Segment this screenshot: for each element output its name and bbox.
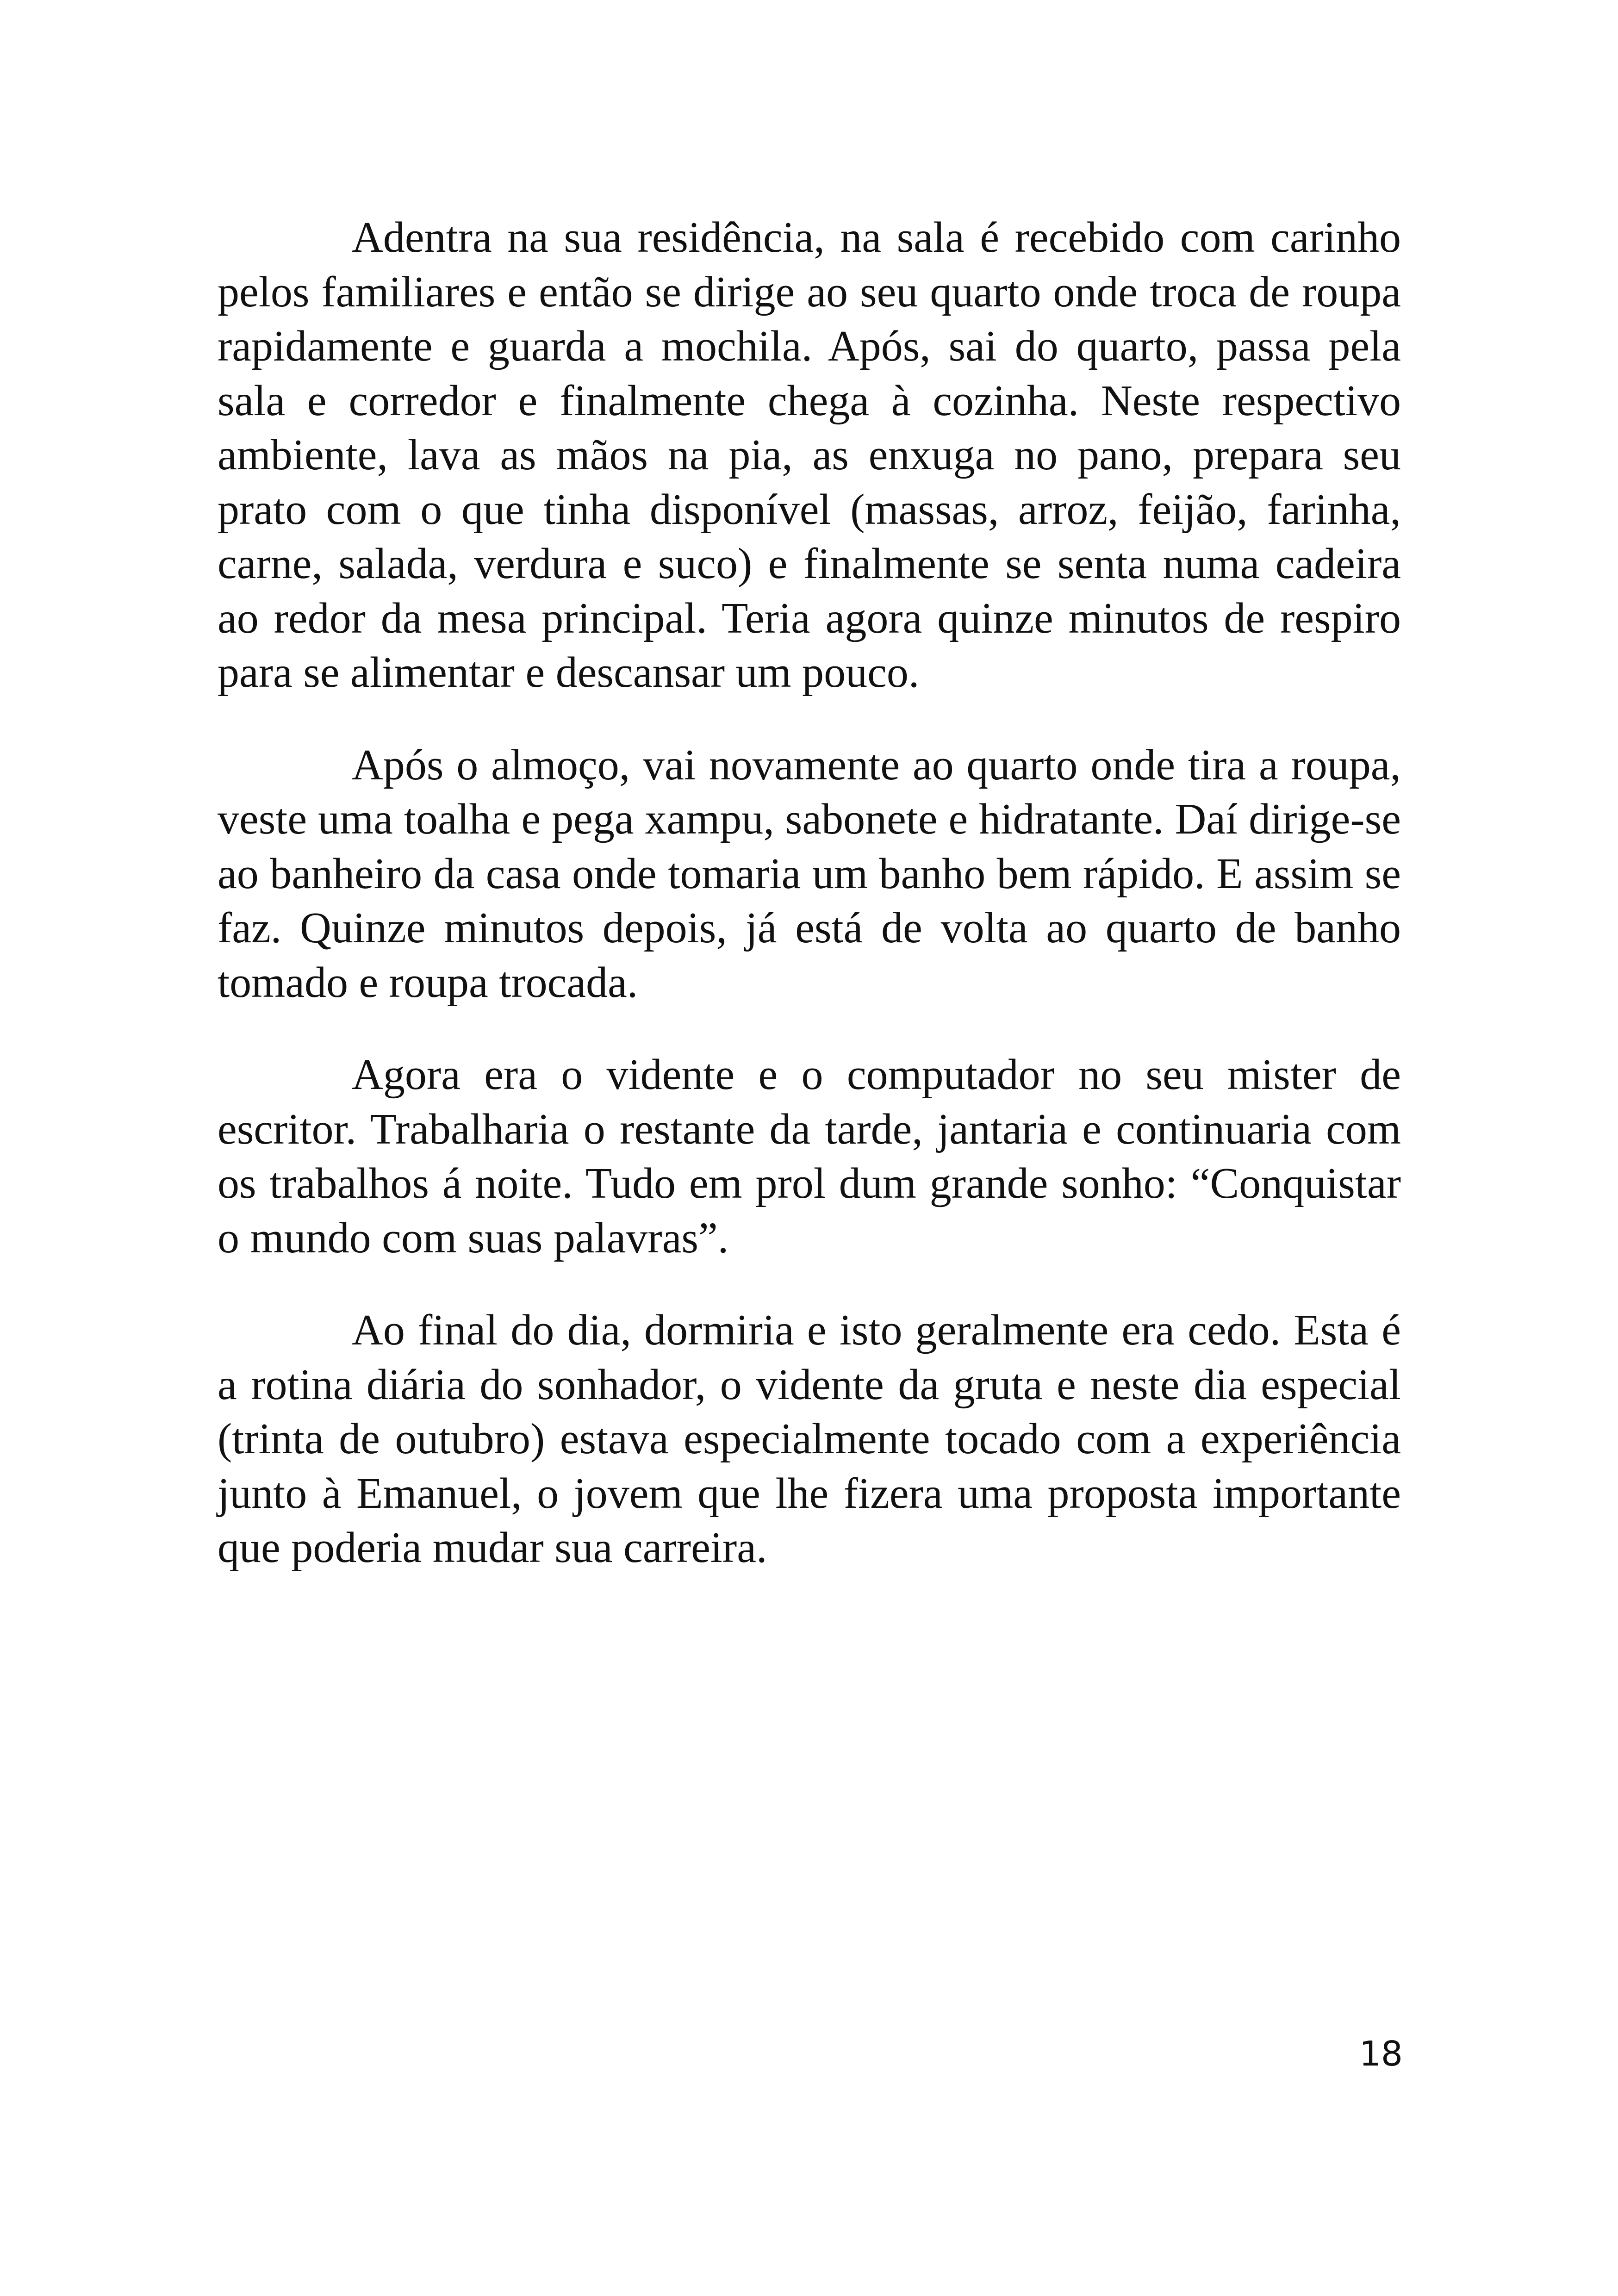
paragraph-2: Após o almoço, vai novamente ao quarto onde tira a roupa, veste uma toalha e pega xampu, sabonete e hidratante. Daí dirige-se ao banheiro da casa onde tomaria um banho bem rápido. E assim se faz. Quinze minutos depois, já está de volta ao quarto de banho tomado e roupa trocada. — [218, 740, 1401, 1007]
paragraph-1: Adentra na sua residência, na sala é recebido com carinho pelos familiares e então se dirige ao seu quarto onde troca de roupa rapidamente e guarda a mochila. Após, sai do quarto, passa pela sala e corredor e finalmente chega à cozinha. Neste respectivo ambiente, lava as mãos na pia, as enxuga no pano, prepara seu prato com o que tinha disponível (massas, arroz, feijão, farinha, carne, salada, verdura e suco) e finalmente se senta numa cadeira ao redor da mesa principal. Teria agora quinze minutos de respiro para se alimentar e descansar um pouco. — [218, 213, 1401, 697]
paragraph-4: Ao final do dia, dormiria e isto geralmente era cedo. Esta é a rotina diária do sonhador, o vidente da gruta e neste dia especial (trinta de outubro) estava especialmente tocado com a experiência junto à Emanuel, o jovem que lhe fizera uma proposta importante que poderia mudar sua carreira. — [218, 1306, 1401, 1572]
paragraph-3: Agora era o vidente e o computador no seu mister de escritor. Trabalharia o restante da tarde, jantaria e continuaria com os trabalhos á noite. Tudo em prol dum grande sonho: “Conquistar o mundo com suas palavras”. — [218, 1051, 1401, 1262]
page-number: 18 — [1359, 2034, 1403, 2074]
body-text — [218, 211, 1401, 1613]
